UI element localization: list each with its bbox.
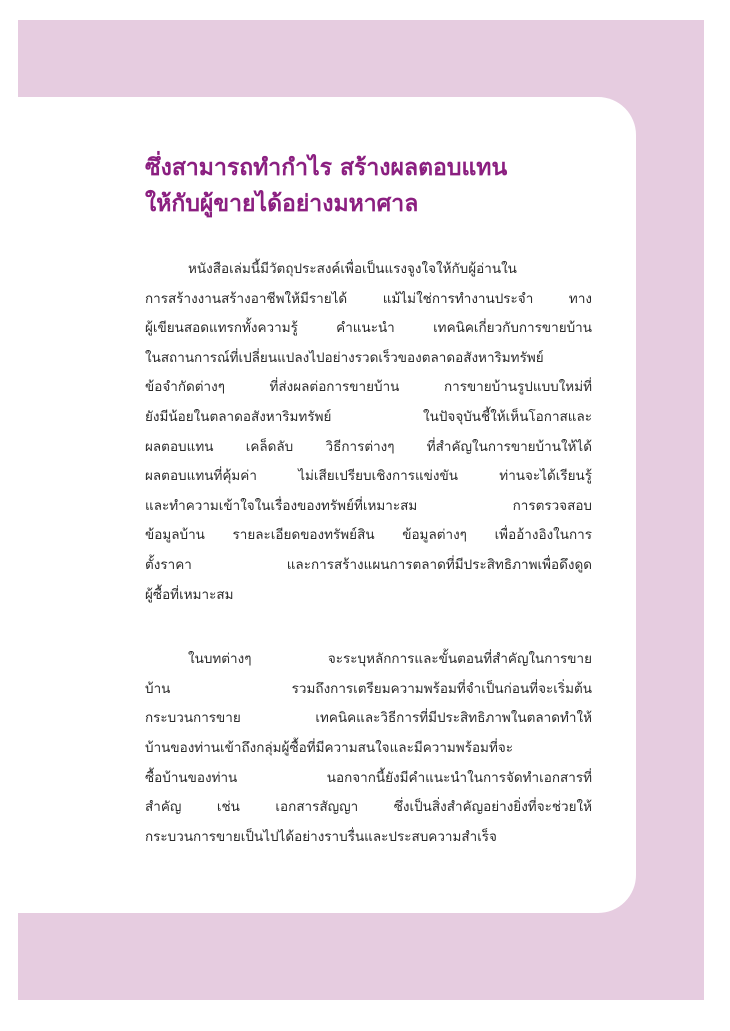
paragraph-line: บ้าน รวมถึงการเตรียมความพร้อมที่จำเป็นก่อนที่จะเริ่มต้น <box>145 680 592 697</box>
paragraph-line: หนังสือเล่มนี้มีวัตถุประสงค์เพื่อเป็นแรงจูงใจให้กับผู้อ่านใน <box>188 261 517 277</box>
paragraph-line: ยังมีน้อยในตลาดอสังหาริมทรัพย์ ในปัจจุบันชี้ให้เห็นโอกาสและ <box>145 408 592 425</box>
paragraph-line: ซื้อบ้านของท่าน นอกจากนี้ยังมีคำแนะนำในการจัดทำเอกสารที่ <box>145 769 592 786</box>
paragraph-line: การสร้างงานสร้างอาชีพให้มีรายได้ แม้ไม่ใช่การทำงานประจำ ทาง <box>145 290 592 307</box>
paragraph-line: กระบวนการขายเป็นไปได้อย่างราบรื่นและประสบความสำเร็จ <box>145 828 497 845</box>
paragraph-line: และทำความเข้าใจในเรื่องของทรัพย์ที่เหมาะสม การตรวจสอบ <box>145 497 592 514</box>
paragraph-1 <box>145 255 592 610</box>
paragraph-line: ในบทต่างๆ จะระบุหลักการและขั้นตอนที่สำคัญในการขาย <box>188 651 592 668</box>
headline <box>145 150 615 222</box>
paragraph-line: ตั้งราคา และการสร้างแผนการตลาดที่มีประสิทธิภาพเพื่อดึงดูด <box>145 556 592 573</box>
paragraph-line: ผู้ซื้อที่เหมาะสม <box>145 586 234 603</box>
paragraph-spacer <box>145 610 592 645</box>
headline-line-1: ซึ่งสามารถทำกำไร สร้างผลตอบแทน <box>145 155 508 181</box>
paragraph-line: ผู้เขียนสอดแทรกทั้งความรู้ คำแนะนำ เทคนิคเกี่ยวกับการขายบ้าน <box>145 320 592 337</box>
paragraph-line: กระบวนการขาย เทคนิคและวิธีการที่มีประสิทธิภาพในตลาดทำให้ <box>145 710 592 727</box>
paragraph-line: ในสถานการณ์ที่เปลี่ยนแปลงไปอย่างรวดเร็วของตลาดอสังหาริมทรัพย์ <box>145 349 544 366</box>
paragraph-line: สำคัญ เช่น เอกสารสัญญา ซึ่งเป็นสิ่งสำคัญอย่างยิ่งที่จะช่วยให้ <box>145 799 592 816</box>
paragraph-2 <box>145 645 592 852</box>
paragraph-line: ผลตอบแทน เคล็ดลับ วิธีการต่างๆ ที่สำคัญในการขายบ้านให้ได้ <box>145 438 592 455</box>
body-text <box>145 255 592 852</box>
paragraph-line: ผลตอบแทนที่คุ้มค่า ไม่เสียเปรียบเชิงการแข่งขัน ท่านจะได้เรียนรู้ <box>145 468 592 485</box>
paragraph-line: ข้อมูลบ้าน รายละเอียดของทรัพย์สิน ข้อมูลต่างๆ เพื่ออ้างอิงในการ <box>145 527 592 544</box>
headline-line-2: ให้กับผู้ขายได้อย่างมหาศาล <box>145 191 419 217</box>
paragraph-line: บ้านของท่านเข้าถึงกลุ่มผู้ซื้อที่มีความสนใจและมีความพร้อมที่จะ <box>145 739 514 756</box>
paragraph-line: ข้อจำกัดต่างๆ ที่ส่งผลต่อการขายบ้าน การขายบ้านรูปแบบใหม่ที่ <box>145 379 592 396</box>
